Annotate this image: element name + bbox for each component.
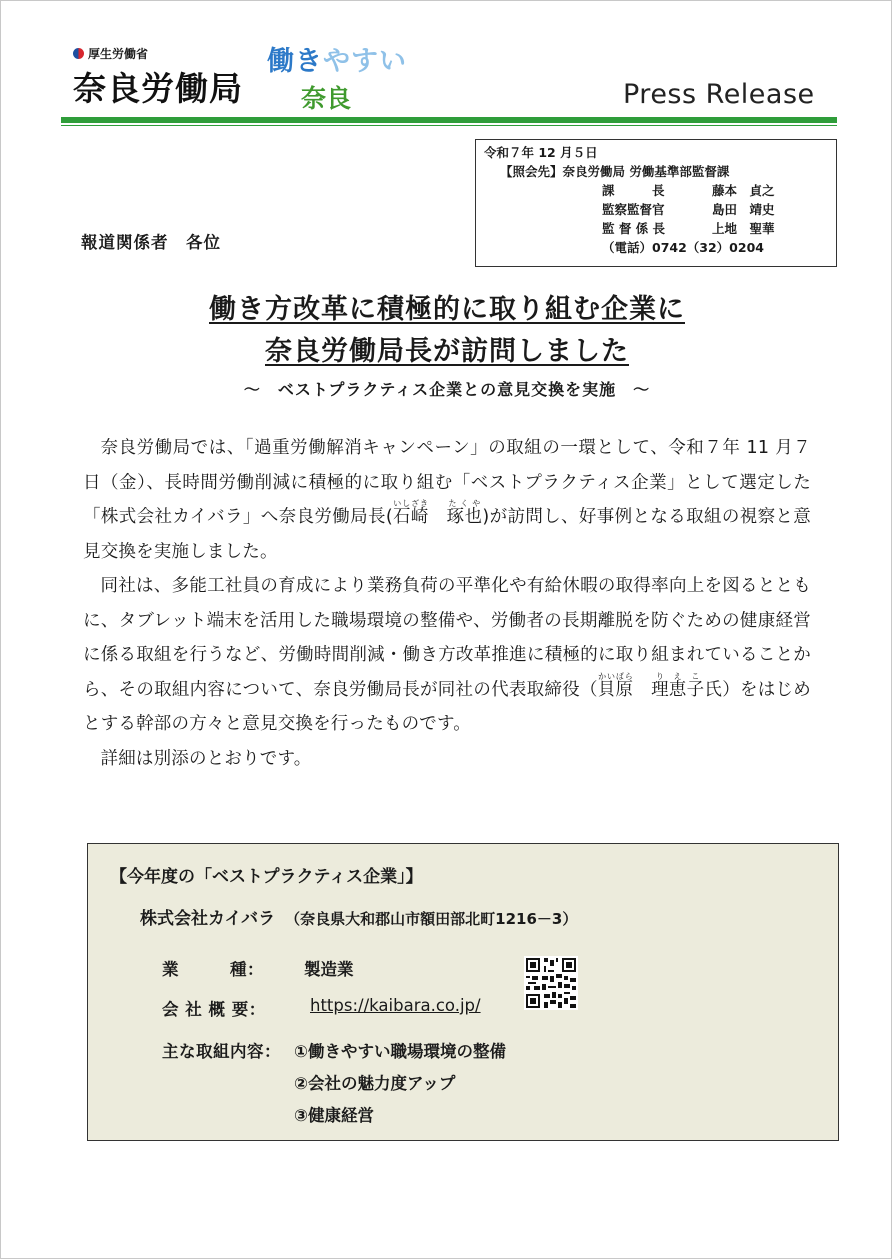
ceo-given-name-text: 理恵子 (651, 679, 705, 700)
p2-text-b: 氏）をはじめとする幹部の方々と意見交換を行ったものです。 (83, 679, 811, 734)
ceo-surname-ruby: かいばら (597, 671, 634, 681)
inquiry-line: 【照会先】奈良労働局 労働基準部監督課 (500, 164, 730, 179)
contact-phone: （電話）0742（32）0204 (602, 240, 764, 255)
name-space (633, 680, 651, 700)
ceo-given-name-ruby: りえこ (651, 671, 705, 681)
ministry-name: 厚生労働省 (88, 47, 149, 61)
bureau-name: 奈良労働局 (73, 69, 243, 108)
ministry-logo (73, 45, 148, 62)
director-surname (392, 499, 429, 527)
industry-label: 業 種： (162, 960, 264, 979)
ministry-logo-icon (73, 48, 84, 59)
company-address: （奈良県大和郡山市額田部北町1216－3） (285, 910, 578, 928)
release-date: 令和７年 12 月５日 (484, 145, 598, 160)
director-given-name-text: 琢也 (446, 507, 483, 527)
press-release-label: Press Release (623, 79, 815, 110)
contact-name: 島田 靖史 (712, 202, 775, 217)
paragraph-1 (83, 431, 811, 569)
box-heading: 【今年度の「ベストプラクティス企業」】 (110, 867, 423, 887)
efforts-label: 主な取組内容： (162, 1042, 281, 1061)
company-line (140, 904, 577, 929)
paragraph-3: 詳細は別添のとおりです。 (100, 748, 312, 769)
header-rule-thin (61, 125, 837, 126)
header-rule (61, 117, 837, 123)
company-name: 株式会社カイバラ (140, 909, 276, 929)
contact-role: 課 長 (602, 183, 665, 198)
title-line1: 働き方改革に積極的に取り組む企業に (209, 294, 685, 325)
overview-label: 会 社 概 要： (162, 1000, 266, 1019)
p2-text-a: 同社は、多能工社員の育成により業務負荷の平準化や有給休暇の取得率向上を図るとともに、タブレット端末を活用した職場環境の整備や、労働者の長期離脱を防ぐための健康経営に係る取組を行うなど、労働時間削減・働き方改革推進に積極的に取り組まれていることから、その取組内容について、奈良労働局長が同社の代表取締役（ (83, 576, 811, 700)
contact-role: 監察監督官 (602, 202, 665, 217)
contact-person (484, 219, 836, 238)
qr-code-icon[interactable] (524, 956, 578, 1010)
contact-person (484, 200, 836, 219)
contact-role: 監 督 係 長 (602, 221, 666, 236)
effort-item: ①働きやすい職場環境の整備 (294, 1042, 506, 1061)
best-practice-box (87, 843, 839, 1141)
contact-name: 上地 聖華 (712, 221, 775, 236)
slogan-line2: 奈良 (301, 84, 352, 113)
industry-value: 製造業 (304, 960, 354, 979)
effort-item: ③健康経営 (294, 1106, 374, 1125)
director-surname-text: 石崎 (392, 507, 429, 527)
ceo-surname-text: 貝原 (597, 679, 634, 700)
slogan-part-b: やすい (323, 46, 407, 77)
contact-person (484, 181, 836, 200)
paragraph-2 (83, 569, 811, 742)
title-line2: 奈良労働局長が訪問しました (265, 336, 629, 367)
effort-item: ②会社の魅力度アップ (294, 1074, 456, 1093)
ceo-given-name (651, 671, 705, 700)
company-url-link[interactable]: https://kaibara.co.jp/ (310, 996, 481, 1015)
director-given-name-ruby: たくや (446, 499, 483, 508)
slogan-part-a: 働き (267, 46, 323, 77)
p1-text-b: )が訪問し、好事例となる取組の視察と意見交換を実施しました。 (83, 507, 811, 562)
contact-box (475, 139, 837, 267)
body-text (83, 431, 811, 776)
contact-name: 藤本 貞之 (712, 183, 775, 198)
addressee: 報道関係者 各位 (81, 233, 221, 252)
slogan-line1 (267, 39, 407, 78)
ceo-surname (597, 671, 634, 700)
director-surname-ruby: いしざき (392, 499, 429, 508)
name-space (429, 507, 447, 527)
subtitle: ～ ベストプラクティス企業との意見交換を実施 ～ (243, 380, 651, 399)
p1-text-a: 奈良労働局では、「過重労働解消キャンペーン」の取組の一環として、令和７年 11 月７日（金）、長時間労働削減に積極的に取り組む「ベストプラクティス企業」として選定した「株式会社カイバラ」へ奈良労働局長( (83, 438, 811, 527)
director-given-name (446, 499, 483, 527)
